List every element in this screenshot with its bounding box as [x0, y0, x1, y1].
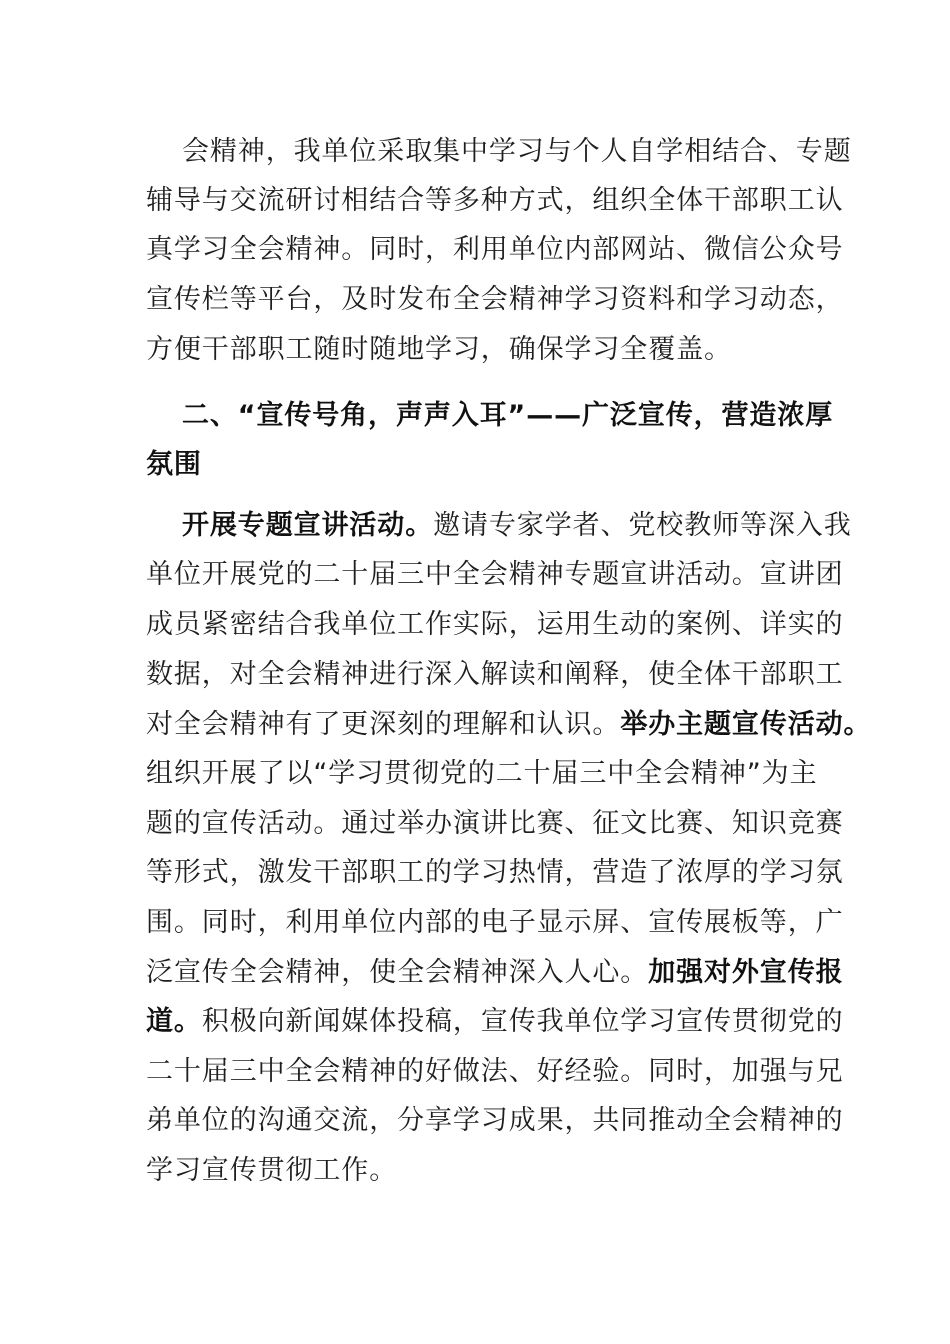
paragraph-2-line-11-text: 积极向新闻媒体投稿，宣传我单位学习宣传贯彻党的: [201, 1006, 844, 1037]
paragraph-2-line-1-text: 邀请专家学者、党校教师等深入我: [433, 510, 852, 541]
paragraph-2-line-14: 学习宣传贯彻工作。: [146, 1155, 398, 1186]
paragraph-2-line-7: 题的宣传活动。通过举办演讲比赛、征文比赛、知识竞赛: [146, 808, 844, 839]
subtopic-title-external-publicity-end: 道。: [146, 1006, 202, 1037]
paragraph-1-line-4: 宣传栏等平台，及时发布全会精神学习资料和学习动态，: [146, 284, 844, 315]
subtopic-title-lecture: 开展专题宣讲活动。: [182, 510, 434, 541]
section-heading-line-2: 氛围: [146, 449, 202, 480]
paragraph-2-line-1: [182, 510, 852, 542]
section-heading-line-1: 二、“宣传号角，声声入耳”——广泛宣传，营造浓厚: [182, 400, 834, 431]
paragraph-2-line-2: 单位开展党的二十届三中全会精神专题宣讲活动。宣讲团: [146, 559, 844, 590]
paragraph-2-line-10-text: 泛宣传全会精神，使全会精神深入人心。: [146, 957, 649, 988]
paragraph-2-line-8: 等形式，激发干部职工的学习热情，营造了浓厚的学习氛: [146, 857, 844, 888]
paragraph-1-line-3: 真学习全会精神。同时，利用单位内部网站、微信公众号: [146, 234, 844, 265]
paragraph-2-line-3: 成员紧密结合我单位工作实际，运用生动的案例、详实的: [146, 609, 844, 640]
paragraph-2-line-6: 组织开展了以“学习贯彻党的二十届三中全会精神”为主: [146, 758, 818, 789]
subtopic-title-theme-campaign: 举办主题宣传活动。: [620, 709, 872, 740]
subtopic-title-external-publicity: 加强对外宣传报: [648, 957, 844, 988]
paragraph-2-line-13: 弟单位的沟通交流，分享学习成果，共同推动全会精神的: [146, 1105, 844, 1136]
paragraph-2-line-12: 二十届三中全会精神的好做法、好经验。同时，加强与兄: [146, 1056, 844, 1087]
paragraph-2-line-11: [146, 1006, 844, 1038]
paragraph-2-line-10: [146, 957, 844, 989]
paragraph-2-line-9: 围。同时，利用单位内部的电子显示屏、宣传展板等，广: [146, 907, 844, 938]
paragraph-1-line-1: 会精神，我单位采取集中学习与个人自学相结合、专题: [182, 136, 852, 167]
paragraph-2-line-5-text: 对全会精神有了更深刻的理解和认识。: [146, 709, 621, 740]
paragraph-2-line-4: 数据，对全会精神进行深入解读和阐释，使全体干部职工: [146, 659, 844, 690]
paragraph-1-line-2: 辅导与交流研讨相结合等多种方式，组织全体干部职工认: [146, 185, 844, 216]
paragraph-2-line-5: [146, 709, 871, 741]
paragraph-1-line-5: 方便干部职工随时随地学习，确保学习全覆盖。: [146, 334, 732, 365]
